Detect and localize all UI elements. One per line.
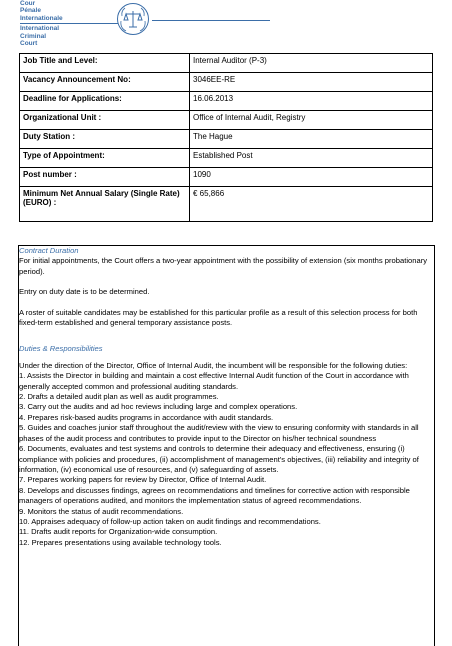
contract-duration-heading: Contract Duration — [19, 246, 79, 255]
duty-item: 4. Prepares risk-based audits programs in accordance with audit standards. — [19, 412, 274, 422]
contract-paragraph-1: For initial appointments, the Court offers a two-year appointment with the possibility of extension (six months probationary period). — [19, 256, 428, 276]
post-number-value: 1090 — [190, 168, 433, 187]
org-name-en-1: International — [20, 25, 60, 33]
org-divider — [20, 23, 118, 24]
duty-item: 10. Appraises adequacy of follow-up action taken on audit findings and recommendations. — [19, 516, 321, 526]
appointment-type-value: Established Post — [190, 149, 433, 168]
job-title-value: Internal Auditor (P-3) — [190, 54, 433, 73]
duty-item: 7. Prepares working papers for review by Director, Office of Internal Audit. — [19, 475, 267, 485]
contract-paragraph-2: Entry on duty date is to be determined. — [19, 287, 150, 297]
deadline-label: Deadline for Applications: — [20, 92, 190, 111]
contract-paragraph-3: A roster of suitable candidates may be established for this particular profile as a result of this selection process for both fixed-term established and general temporary assistance posts. — [19, 307, 418, 328]
vacancy-number-value: 3046EE-RE — [190, 73, 433, 92]
table-row — [20, 130, 433, 149]
table-row — [20, 73, 433, 92]
table-row — [20, 54, 433, 73]
duties-heading: Duties & Responsibilities — [19, 344, 103, 354]
duty-station-value: The Hague — [190, 130, 433, 149]
vacancy-description — [19, 246, 433, 548]
deadline-value: 16.06.2013 — [190, 92, 433, 111]
table-row — [20, 187, 433, 222]
org-name-en-3: Court — [20, 40, 38, 48]
vacancy-number-label: Vacancy Announcement No: — [20, 73, 190, 92]
table-row — [20, 92, 433, 111]
document-header — [0, 0, 452, 52]
duty-item: 12. Prepares presentations using available technology tools. — [19, 537, 222, 547]
appointment-type-label: Type of Appointment: — [20, 149, 190, 168]
org-name-block — [20, 0, 110, 47]
vacancy-info-table — [19, 53, 433, 222]
org-name-fr-2: Pénale — [20, 7, 41, 15]
job-title-label: Job Title and Level: — [20, 54, 190, 73]
duty-item: 11. Drafts audit reports for Organization-wide consumption. — [19, 527, 218, 537]
org-name-fr-1: Cour — [20, 0, 36, 7]
table-row — [20, 111, 433, 130]
duty-item: 1. Assists the Director in building and maintain a cost effective Internal Audit function of the Court in accordance with generally accepted common and professional auditing standards. — [19, 371, 409, 391]
org-name-fr-3: Internationale — [20, 14, 63, 22]
duty-item: 3. Carry out the audits and ad hoc reviews including large and complex operations. — [19, 402, 298, 412]
duty-item: 6. Documents, evaluates and test systems and controls to determine their adequacy and effectiveness, ensuring (i) compliance with policies and procedures, (ii) accomplishment of management's objectives, (iii) reliability and integrity of information, (iv) economical use of resources, and (v) safeguarding of assets. — [19, 444, 419, 474]
table-row — [20, 149, 433, 168]
table-row — [20, 168, 433, 187]
header-rule — [152, 20, 270, 21]
duty-item: 9. Monitors the status of audit recommendations. — [19, 506, 184, 516]
salary-value: € 65,866 — [190, 187, 433, 222]
duty-station-label: Duty Station : — [20, 130, 190, 149]
post-number-label: Post number : — [20, 168, 190, 187]
org-name-en-2: Criminal — [20, 32, 47, 40]
salary-label: Minimum Net Annual Salary (Single Rate) (EURO) : — [20, 187, 190, 222]
org-unit-value: Office of Internal Audit, Registry — [190, 111, 433, 130]
duty-item: 2. Drafts a detailed audit plan as well as audit programmes. — [19, 392, 219, 402]
icc-scales-emblem-icon — [116, 2, 150, 36]
duty-item: 8. Develops and discusses findings, agrees on recommendations and timelines for corrective action with responsible managers of operations audited, and monitors the implementation status of agreed recommendations. — [19, 485, 410, 506]
duties-intro: Under the direction of the Director, Office of Internal Audit, the incumbent will be responsible for the following duties: — [19, 360, 408, 370]
org-unit-label: Organizational Unit : — [20, 111, 190, 130]
duty-item: 5. Guides and coaches junior staff throughout the audit/review with the view to ensuring conformity with standards in all phases of the audit process and contributes to provide input to the Director on his/her technical soundness — [19, 423, 419, 443]
